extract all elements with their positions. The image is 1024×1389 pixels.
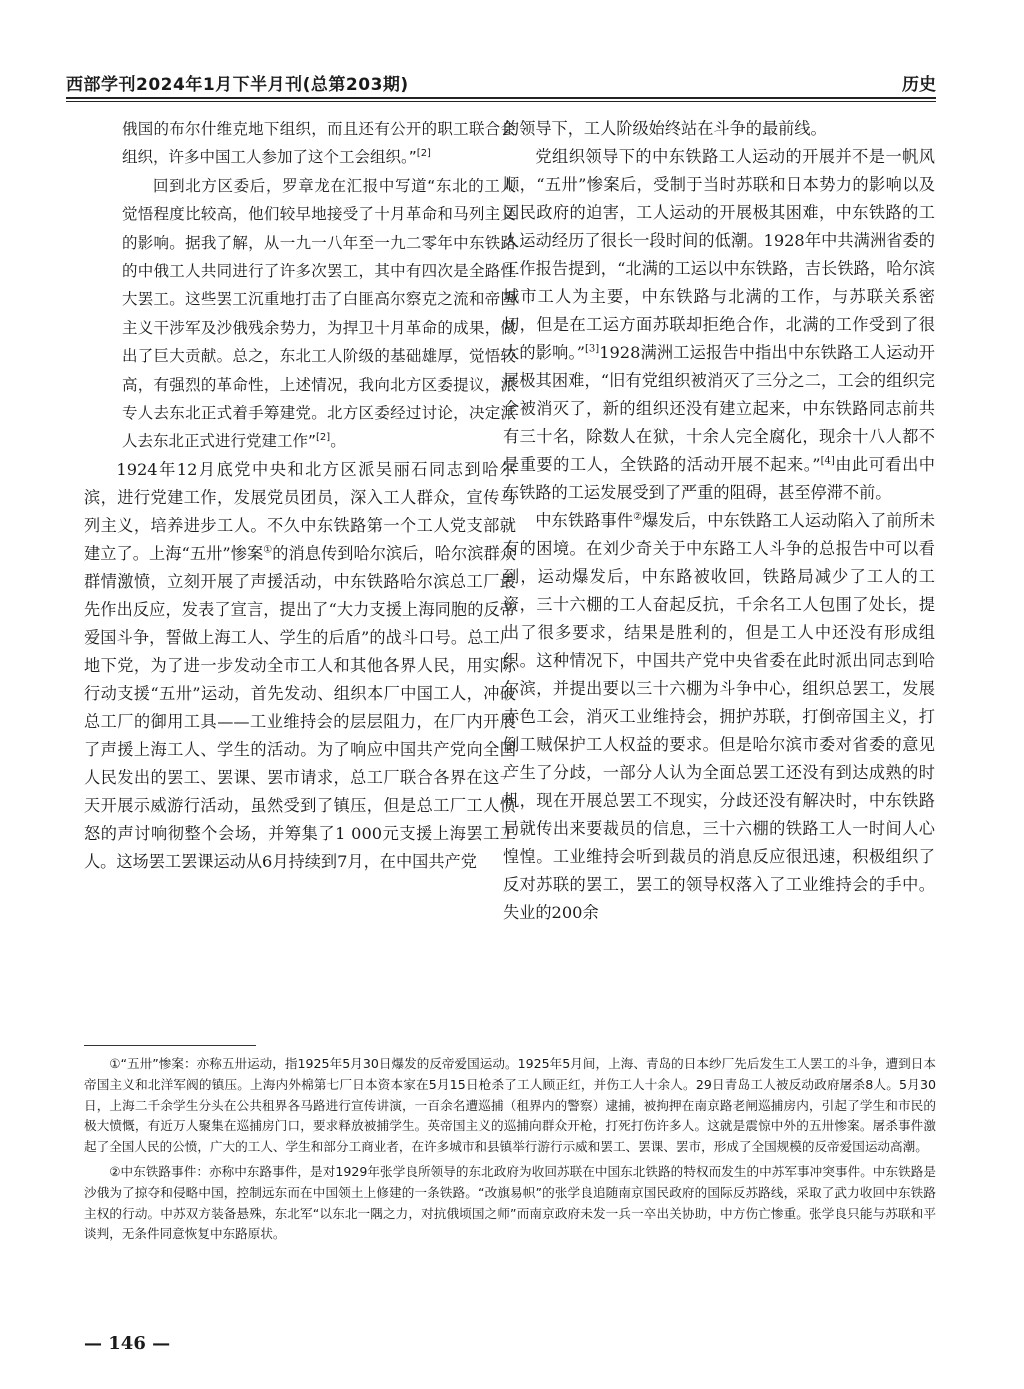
para2-text-a: 党组织领导下的中东铁路工人运动的开展并不是一帆风顺，“五卅”惨案后，受制于当时苏联和日本势力的影响以及国民政府的迫害，工人运动的开展极其困难，中东铁路的工人运动经历了很长一段时间的低潮。1928年中共满洲省委的工作报告提到，“北满的工运以中东铁路，吉长铁路，哈尔滨城市工人为主要，中东铁路与北满的工作，与苏联关系密切，但是在工运方面苏联却拒绝合作，北满的工作受到了很大的影响。” [503,147,935,362]
citation-ref: [2] [316,432,331,444]
header-rule-thick [66,97,936,99]
left-column [84,115,516,876]
block-quote-2 [84,172,516,456]
para3-text-a: 中东铁路事件 [535,511,634,530]
journal-title: 西部学刊2024年1月下半月刊(总第203期) [66,75,409,95]
para2-text-c: 由此可看出中东铁路的工运发展受到了严重的阻碍，甚至停滞不前。 [503,455,935,502]
para3-text-b: 爆发后，中东铁路工人运动陷入了前所未有的困境。在刘少奇关于中东路工人斗争的总报告中可以看到，运动爆发后，中东路被收回，铁路局减少了工人的工资，三十六棚的工人奋起反抗，千余名工人包围了处长，提出了很多要求，结果是胜利的，但是工人中还没有形成组织。这种情况下，中国共产党中央省委在此时派出同志到哈尔滨，并提出要以三十六棚为斗争中心，组织总罢工，发展赤色工会，消灭工业维持会，拥护苏联，打倒帝国主义，打倒工贼保护工人权益的要求。但是哈尔滨市委对省委的意见产生了分歧，一部分人认为全面总罢工还没有到达成熟的时机，现在开展总罢工不现实，分歧还没有解决时，中东铁路局就传出来要裁员的信息，三十六棚的铁路工人一时间人心惶惶。工业维持会听到裁员的消息反应很迅速，积极组织了反对苏联的罢工，罢工的领导权落入了工业维持会的手中。失业的200余 [503,511,936,922]
quote2-end: 。 [330,432,346,451]
footnote-separator [84,1045,256,1046]
para2-text-b: 1928满洲工运报告中指出中东铁路工人运动开展极其困难，“旧有党组织被消灭了三分之二，工会的组织完全被消灭了，新的组织还没有建立起来，中东铁路同志前共有三十名，除数人在狱，十余人完全腐化，现余十八人都不是重要的工人，全铁路的活动开展不起来。” [503,343,935,474]
footnote-1: ①“五卅”惨案：亦称五卅运动，指1925年5月30日爆发的反帝爱国运动。1925年5月间，上海、青岛的日本纱厂先后发生工人罢工的斗争，遭到日本帝国主义和北洋军阀的镇压。上海内外棉第七厂日本资本家在5月15日枪杀了工人顾正红，并伤工人十余人。29日青岛工人被反动政府屠杀8人。5月30日，上海二千余学生分头在公共租界各马路进行宣传讲演，一百余名遭巡捕（租界内的警察）逮捕，被拘押在南京路老闸巡捕房内，引起了学生和市民的极大愤慨，有近万人聚集在巡捕房门口，要求释放被捕学生。英帝国主义的巡捕向群众开枪，打死打伤许多人。这就是震惊中外的五卅惨案。屠杀事件激起了全国人民的公愤，广大的工人、学生和部分工商业者，在许多城市和县镇举行游行示威和罢工、罢课、罢市，形成了全国规模的反帝爱国运动高潮。 [84,1056,936,1155]
right-column [503,115,935,927]
quote1-text: 俄国的布尔什维克地下组织，而且还有公开的职工联合会组织，许多中国工人参加了这个工会组织。” [122,120,516,167]
body-paragraph-continued: 的领导下，工人阶级始终站在斗争的最前线。 [503,119,827,138]
header-bar [66,70,936,98]
citation-ref: [3] [585,343,600,355]
footnote-2: ②中东铁路事件：亦称中东路事件，是对1929年张学良所领导的东北政府为收回苏联在中国东北铁路的特权而发生的中苏军事冲突事件。中东铁路是沙俄为了掠夺和侵略中国，控制远东而在中国领土上修建的一条铁路。“改旗易帜”的张学良追随南京国民政府的国际反苏路线，采取了武力收回中东铁路主权的行动。中苏双方装备悬殊，东北军“以东北一隅之力，对抗俄顷国之师”而南京政府未发一兵一卒出关协助，中方伤亡惨重。张学良只能与苏联和平谈判，无条件同意恢复中东路原状。 [84,1163,936,1242]
body-paragraph [84,456,516,876]
footnote-mark-2: ② [633,511,643,523]
page-number: — 146 — [84,1333,171,1354]
para1-text-b: 的消息传到哈尔滨后，哈尔滨群众群情激愤，立刻开展了声援活动，中东铁路哈尔滨总工厂最先作出反应，发表了宣言，提出了“大力支援上海同胞的反帝爱国斗争，誓做上海工人、学生的后盾”的战斗口号。总工厂地下党，为了进一步发动全市工人和其他各界人民，用实际行动支援“五卅”运动，首先发动、组织本厂中国工人，冲破总工厂的御用工具——工业维持会的层层阻力，在厂内开展了声援上海工人、学生的活动。为了响应中国共产党向全国人民发出的罢工、罢课、罢市请求，总工厂联合各界在这一天开展示威游行活动，虽然受到了镇压，但是总工厂工人愤怒的声讨响彻整个会场，并筹集了1 000元支援上海罢工工人。这场罢工罢课运动从6月持续到7月，在中国共产党 [84,543,516,871]
body-paragraph [503,507,935,927]
para1-text-a: 1924年12月底党中央和北方区派吴丽石同志到哈尔滨，进行党建工作，发展党员团员，深入工人群众，宣传马列主义，培养进步工人。不久中东铁路第一个工人党支部就建立了。上海“五卅”惨案 [84,459,516,563]
body-paragraph [503,143,935,507]
footnote-mark-1: ① [263,544,273,556]
citation-ref: [2] [416,148,431,160]
section-label: 历史 [902,75,936,95]
block-quote-1 [84,115,516,172]
quote2-text: 回到北方区委后，罗章龙在汇报中写道“东北的工人觉悟程度比较高，他们较早地接受了十月革命和马列主义的影响。据我了解，从一九一八年至一九二零年中东铁路的中俄工人共同进行了许多次罢工，其中有四次是全路性大罢工。这些罢工沉重地打击了白匪高尔察克之流和帝国主义干涉军及沙俄残余势力，为捍卫十月革命的成果，做出了巨大贡献。总之，东北工人阶级的基础雄厚，觉悟较高，有强烈的革命性，上述情况，我向北方区委提议，派专人去东北正式着手筹建党。北方区委经过讨论，决定派人去东北正式进行党建工作” [122,176,516,451]
header-rule-thin [66,101,936,102]
citation-ref: [4] [820,455,835,467]
footnotes [84,1054,936,1249]
